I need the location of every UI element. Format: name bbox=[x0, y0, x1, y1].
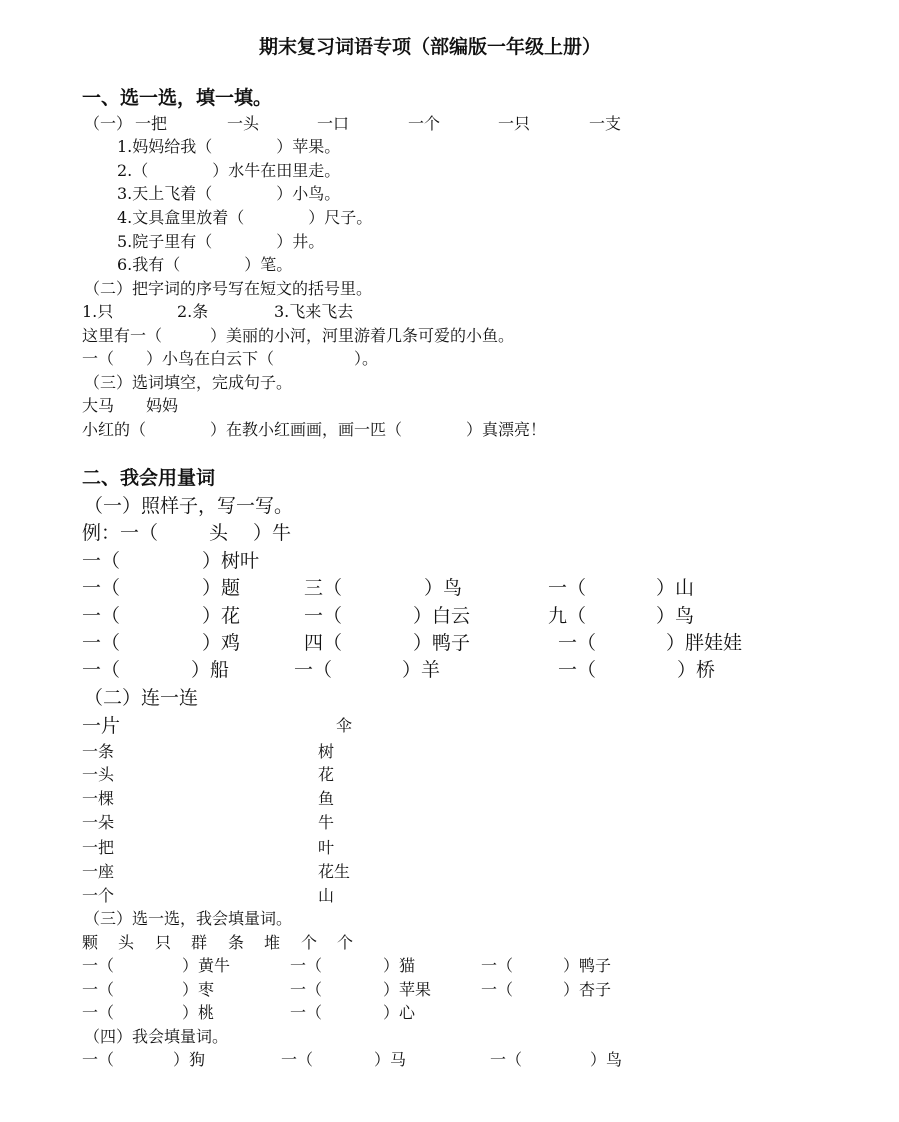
blank-prefix: 一（ bbox=[481, 956, 514, 975]
blank-suffix: ）马 bbox=[374, 1050, 407, 1069]
match-right: 花生 bbox=[318, 862, 351, 881]
blank-prefix: 一（ bbox=[490, 1050, 523, 1069]
blank-prefix: 一（ bbox=[82, 659, 121, 681]
blank-prefix: 一（ bbox=[481, 980, 514, 999]
word-option: 一只 bbox=[498, 114, 531, 133]
fill-sentence: 小红的（ ）在教小红画画，画一匹（ ）真漂亮！ bbox=[82, 420, 547, 439]
word-option: 大马 bbox=[82, 396, 115, 415]
blank-suffix: ）杏子 bbox=[563, 980, 612, 999]
blank-prefix: 一（ bbox=[82, 956, 115, 975]
word-option: 一个 bbox=[408, 114, 441, 133]
part2-sub4-label: （四）我会填量词。 bbox=[84, 1027, 229, 1046]
question-item: 5.院子里有（ ）井。 bbox=[117, 232, 325, 251]
match-left: 一把 bbox=[82, 838, 115, 857]
match-right: 树 bbox=[318, 742, 335, 761]
word-option: 堆 bbox=[264, 933, 281, 952]
word-option: 一头 bbox=[227, 114, 260, 133]
blank-suffix: ）心 bbox=[383, 1003, 416, 1022]
blank-suffix: ）鸭子 bbox=[413, 632, 471, 654]
word-option: 3.飞来飞去 bbox=[274, 302, 354, 321]
blank-prefix: 一（ bbox=[290, 1003, 323, 1022]
blank-suffix: ）鸟 bbox=[590, 1050, 623, 1069]
match-left: 一片 bbox=[82, 715, 121, 737]
question-item: 1.妈妈给我（ ）苹果。 bbox=[117, 137, 341, 156]
page-title: 期末复习词语专项（部编版一年级上册） bbox=[259, 36, 602, 58]
question-item: 3.天上飞着（ ）小鸟。 bbox=[117, 184, 341, 203]
word-option: 1.只 bbox=[82, 302, 114, 321]
word-option: 颗 bbox=[82, 933, 99, 952]
part1-sub1-label: （一） bbox=[84, 114, 133, 133]
blank-prefix: 一（ bbox=[82, 1003, 115, 1022]
blank-prefix: 一（ bbox=[82, 980, 115, 999]
blank-prefix: 一（ bbox=[558, 632, 597, 654]
part1-sub3-label: （三）选词填空，完成句子。 bbox=[84, 373, 293, 392]
match-left: 一个 bbox=[82, 886, 115, 905]
word-option: 一把 bbox=[135, 114, 168, 133]
blank-prefix: 一（ bbox=[294, 659, 333, 681]
blank-suffix: ）船 bbox=[191, 659, 230, 681]
blank-prefix: 一（ bbox=[558, 659, 597, 681]
blank-suffix: ）黄牛 bbox=[182, 956, 231, 975]
blank-suffix: ）花 bbox=[202, 605, 241, 627]
passage-line: 这里有一（ ）美丽的小河，河里游着几条可爱的小鱼。 bbox=[82, 326, 515, 345]
example-suffix: ）牛 bbox=[253, 522, 292, 544]
blank-prefix: 一（ bbox=[290, 956, 323, 975]
blank-suffix: ）胖娃娃 bbox=[666, 632, 743, 654]
blank-suffix: ）山 bbox=[656, 577, 695, 599]
blank-prefix: 一（ bbox=[82, 1050, 115, 1069]
blank-prefix: 一（ bbox=[82, 605, 121, 627]
blank-suffix: ）鸭子 bbox=[563, 956, 612, 975]
match-left: 一头 bbox=[82, 765, 115, 784]
blank-prefix: 一（ bbox=[548, 577, 587, 599]
passage-line: 一（ ）小鸟在白云下（ ）。 bbox=[82, 349, 379, 368]
blank-prefix: 一（ bbox=[281, 1050, 314, 1069]
word-option: 一口 bbox=[317, 114, 350, 133]
example-answer: 头 bbox=[209, 522, 229, 544]
section-2-heading: 二、我会用量词 bbox=[82, 467, 216, 489]
word-option: 只 bbox=[155, 933, 172, 952]
blank-suffix: ）鸟 bbox=[656, 605, 695, 627]
part2-sub3-label: （三）选一选，我会填量词。 bbox=[84, 909, 293, 928]
part2-sub1-label: （一）照样子，写一写。 bbox=[84, 495, 294, 517]
match-left: 一座 bbox=[82, 862, 115, 881]
word-option: 个 bbox=[337, 933, 354, 952]
match-right: 伞 bbox=[336, 716, 353, 735]
match-right: 牛 bbox=[318, 813, 335, 832]
blank-suffix: ）羊 bbox=[402, 659, 441, 681]
match-right: 花 bbox=[318, 765, 335, 784]
blank-prefix: 一（ bbox=[82, 550, 121, 572]
blank-prefix: 一（ bbox=[82, 632, 121, 654]
match-left: 一条 bbox=[82, 742, 115, 761]
match-left: 一棵 bbox=[82, 789, 115, 808]
word-option: 妈妈 bbox=[146, 396, 179, 415]
word-option: 一支 bbox=[589, 114, 622, 133]
match-right: 山 bbox=[318, 886, 335, 905]
word-option: 2.条 bbox=[177, 302, 209, 321]
blank-prefix: 四（ bbox=[304, 632, 343, 654]
match-right: 鱼 bbox=[318, 789, 335, 808]
blank-suffix: ）桃 bbox=[182, 1003, 215, 1022]
blank-prefix: 一（ bbox=[82, 577, 121, 599]
match-left: 一朵 bbox=[82, 813, 115, 832]
word-option: 条 bbox=[228, 933, 245, 952]
blank-prefix: 九（ bbox=[548, 605, 587, 627]
word-option: 群 bbox=[191, 933, 208, 952]
part2-sub2-label: （二）连一连 bbox=[84, 687, 199, 709]
question-item: 6.我有（ ）笔。 bbox=[117, 255, 293, 274]
blank-suffix: ）白云 bbox=[413, 605, 471, 627]
part1-sub2-label: （二）把字词的序号写在短文的括号里。 bbox=[84, 279, 373, 298]
example-prefix: 例：一（ bbox=[82, 522, 159, 544]
blank-suffix: ）狗 bbox=[173, 1050, 206, 1069]
blank-prefix: 三（ bbox=[304, 577, 343, 599]
blank-prefix: 一（ bbox=[290, 980, 323, 999]
question-item: 2.（ ）水牛在田里走。 bbox=[117, 161, 341, 180]
blank-suffix: ）鸟 bbox=[424, 577, 463, 599]
word-option: 头 bbox=[118, 933, 135, 952]
blank-suffix: ）题 bbox=[202, 577, 241, 599]
question-item: 4.文具盒里放着（ ）尺子。 bbox=[117, 208, 373, 227]
blank-suffix: ）猫 bbox=[383, 956, 416, 975]
blank-suffix: ）枣 bbox=[182, 980, 215, 999]
blank-suffix: ）苹果 bbox=[383, 980, 432, 999]
match-right: 叶 bbox=[318, 838, 335, 857]
word-option: 个 bbox=[301, 933, 318, 952]
blank-suffix: ）桥 bbox=[677, 659, 716, 681]
blank-suffix: ）树叶 bbox=[202, 550, 260, 572]
blank-suffix: ）鸡 bbox=[202, 632, 241, 654]
section-1-heading: 一、选一选，填一填。 bbox=[82, 87, 273, 109]
blank-prefix: 一（ bbox=[304, 605, 343, 627]
